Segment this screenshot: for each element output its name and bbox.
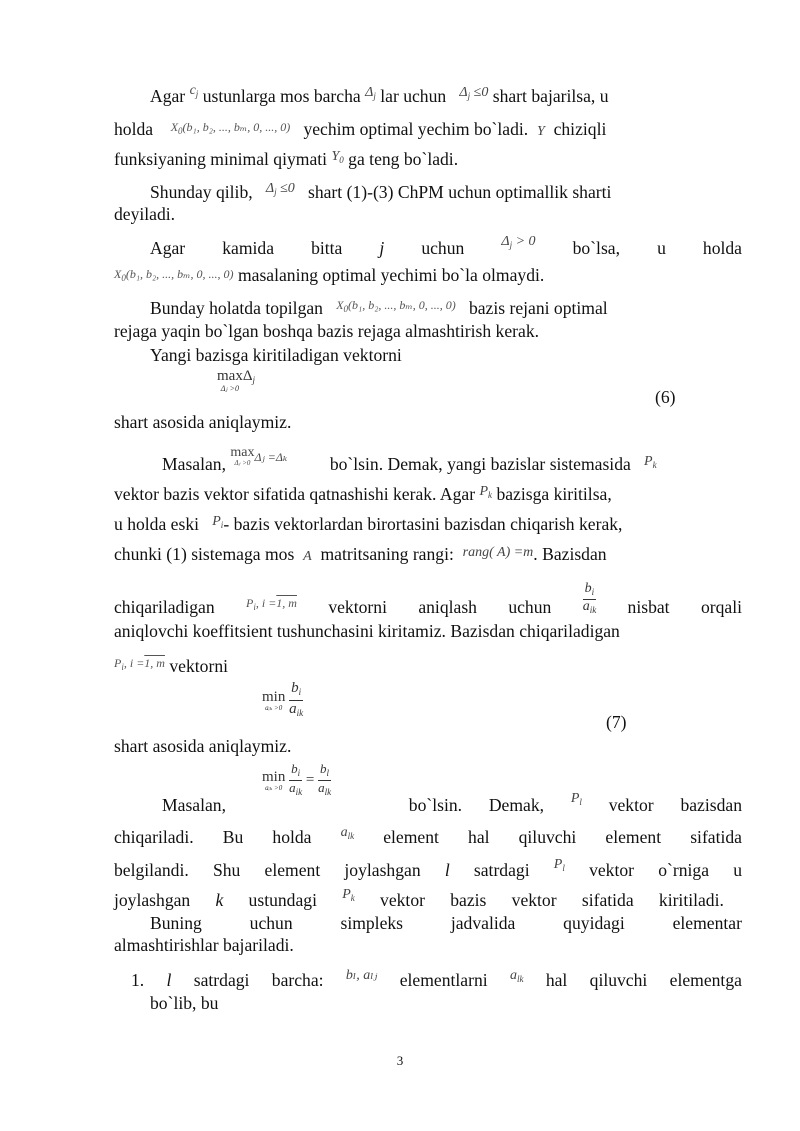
math-j: j [379, 238, 385, 258]
math-Pi-range-2: Pi, i =1, m [114, 656, 165, 672]
math-delta-gt0: $\Delta_j > 0$ [501, 234, 536, 250]
text-line: Masalan, max Δⱼ >0 Δⱼ =Δₖ bo`lsin. Demak, yangi bazislar sistemasida $^{P_k}$ [162, 445, 657, 474]
math-Pl-2: $P_l$ [553, 857, 565, 873]
text-line: u holda eski $^{P_i}$- bazis vektorlardan birortasini bazisdan chiqarish kerak, [114, 514, 623, 534]
math-Pi-range: $P_i$, i =1, m [246, 596, 297, 612]
text-line: joylashgan k ustundagi $P_k$ vektor bazis vektor sifatida kiritiladi. [114, 889, 724, 914]
text-line: $X_0(b_1$, b₂, ..., bₘ, 0, ..., 0) masalaning optimal yechimi bo`la olmaydi. [114, 265, 545, 285]
math-bl-alj: bₗ, aₗⱼ [345, 968, 378, 983]
text-line: vektor bazis vektor sifatida qatnashishi kerak. Agar $^{P_k}$ bazisga kiritilsa, [114, 484, 612, 504]
math-Pi: Pi [212, 514, 224, 530]
text-line: Shunday qilib, $^{\Delta_j \le 0}$ shart (1)-(3) ChPM uchun optimallik sharti [150, 181, 612, 202]
math-max2: max Δⱼ >0 Δⱼ =Δₖ [230, 445, 288, 467]
text-line: almashtirishlar bajariladi. [114, 935, 294, 955]
text-line: belgilandi. Shu element joylashgan l satrdagi $P_l$ vektor o`rniga u [114, 859, 742, 884]
math-l-2: l [166, 970, 172, 990]
text-line: Agar kamida bitta j uchun $\Delta_j > 0$ bo`lsa, u holda [150, 237, 742, 262]
text-line: shart asosida aniqlaymiz. [114, 736, 292, 756]
math-alk: $a_{lk}$ [340, 825, 355, 841]
math-Pk: Pk [644, 454, 657, 470]
math-Y: Y [536, 124, 545, 139]
text-line: shart asosida aniqlaymiz. [114, 412, 292, 432]
math-delta-le0: Δj ≤0 [459, 85, 489, 101]
math-rang: rang( A) =m [462, 545, 534, 560]
equation-number: (6) [655, 387, 676, 407]
math-k: k [215, 890, 224, 910]
math-Y0: Y0 [331, 149, 344, 165]
math-x0-c: X0(b₁, b₂, ..., bₘ, 0, ..., 0) [336, 298, 456, 314]
text-line: holda $^{X_0(b_1, b_2, ..., b_m, 0, ..., 0)}$ yechim optimal yechim bo`ladi. Y chiziqli [114, 119, 607, 139]
math-A: A [303, 549, 312, 564]
math-l: l [444, 860, 450, 880]
math-frac-bi-aik: $\frac{b_i}{a_{ik}}$ [582, 581, 597, 615]
text-line: Masalan, bo`lsin. Demak, $P_l$ vektor bazisdan [162, 794, 742, 819]
text-line: chiqariladigan $P_i$, i =1, m vektorni aniqlash uchun $\frac{b_i}{a_{ik}}$ nisbat orqali [114, 596, 742, 631]
math-Pk-2: Pk [479, 484, 493, 500]
math-delta-le0-b: Δj ≤0 [265, 181, 295, 197]
math-delta-j: Δj [365, 85, 376, 101]
math-Pk-3: $P_k$ [342, 887, 355, 903]
equation-7: min aᵢₖ >0 $\frac{b_i}{a_{ik}}$ [262, 680, 304, 718]
text-line: rejaga yaqin bo`lgan boshqa bazis rejaga almashtirish kerak. [114, 321, 540, 341]
math-x0: X0(b₁, b₂, ..., bₘ, 0, ..., 0) [170, 120, 291, 136]
text-line: aniqlovchi koeffitsient tushunchasini kiritamiz. Bazisdan chiqariladigan [114, 621, 620, 641]
equation-6: max Δⱼ >0 $\Delta_j$ [217, 368, 255, 393]
text-line: Buning uchun simpleks jadvalida quyidagi elementar [150, 913, 742, 933]
text-line: chiqariladi. Bu holda $a_{lk}$ element hal qiluvchi element sifatida [114, 826, 742, 851]
text-line: Agar $^{c_j}$ ustunlarga mos barcha $^{\Delta_j}$ lar uchun $^{\Delta_j \le 0}$ shart bajarilsa, u [150, 83, 609, 106]
math-x0-b: $X_0(b_1$, b₂, ..., bₘ, 0, ..., 0) [114, 267, 234, 283]
text-line: bo`lib, bu [150, 993, 219, 1013]
text-line: deyiladi. [114, 204, 176, 224]
math-Pl: $P_l$ [570, 791, 582, 807]
text-line: Bunday holatda topilgan $^{X_0(b_1, b_2, ..., b_m, 0, ..., 0)}$ bazis rejani optimal [150, 298, 608, 318]
text-line: Yangi bazisga kiritiladigan vektorni [150, 345, 402, 365]
math-alk-2: $a_{lk}$ [509, 968, 524, 984]
text-line: chunki (1) sistemaga mos A matritsaning rangi: $^{rang( A) =m}$. Bazisdan [114, 544, 607, 564]
math-cj: cj [189, 83, 199, 99]
math-min2: min aᵢₖ >0 $\frac{b_i}{a_{ik}}$ = $\frac{b_l}{a_{lk}}$ [262, 761, 332, 797]
text-line: funksiyaning minimal qiymati $^{Y_0}$ ga teng bo`ladi. [114, 149, 459, 169]
list-item: 1. l satrdagi barcha: bₗ, aₗⱼ elementlarni $a_{lk}$ hal qiluvchi elementga [131, 969, 742, 994]
text-line: $^{P_i, i =1, m}$ vektorni [114, 656, 229, 676]
equation-number: (7) [606, 712, 627, 732]
page-number: 3 [396, 1053, 404, 1068]
